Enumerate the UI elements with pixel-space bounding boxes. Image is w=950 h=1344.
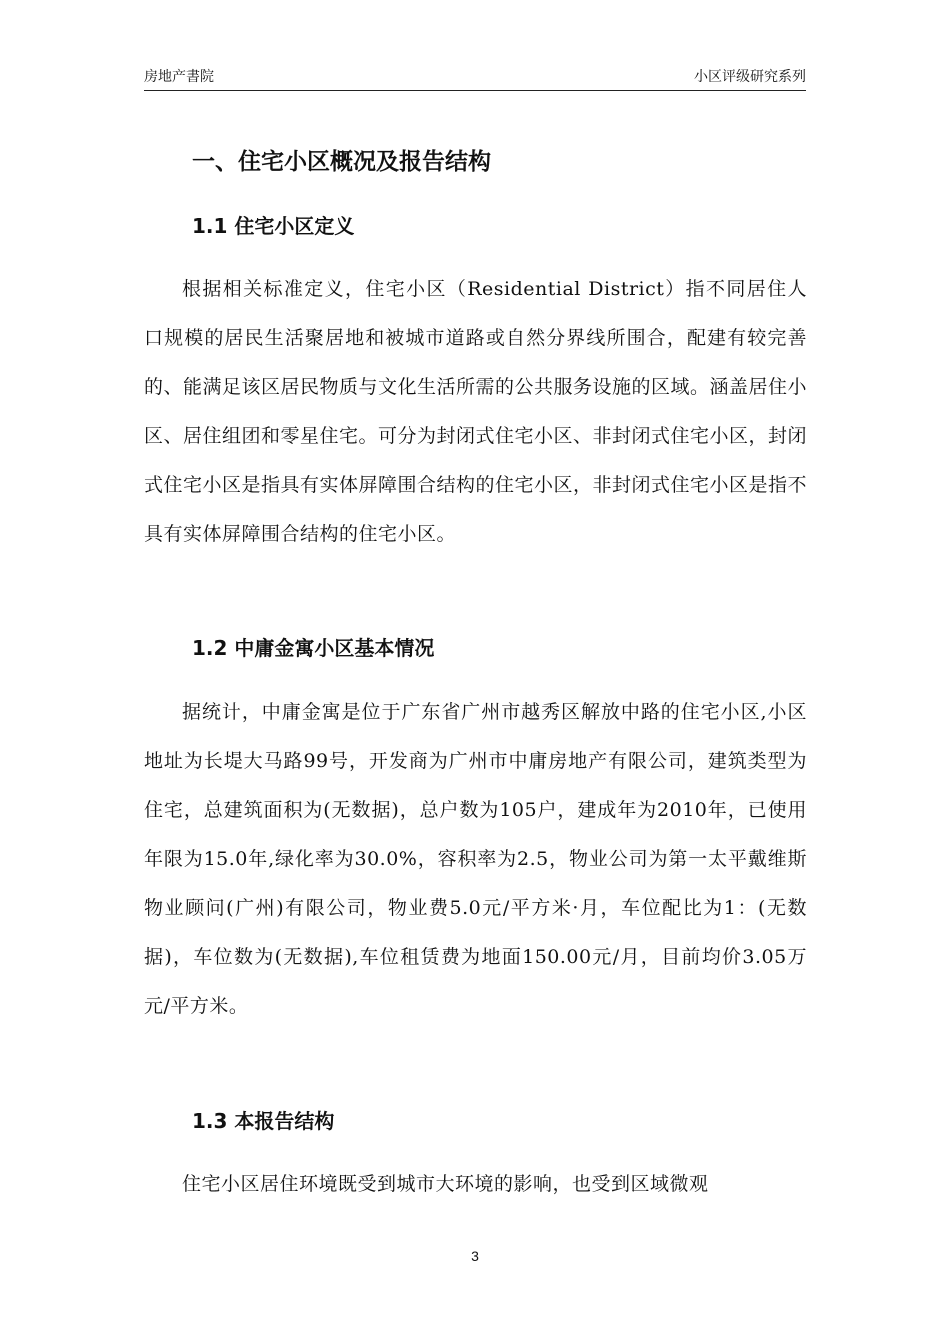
page-header: [144, 64, 806, 91]
section-paragraph-1-1: 根据相关标准定义，住宅小区（Residential District）指不同居住人口规模的居民生活聚居地和被城市道路或自然分界线所围合，配建有较完善的、能满足该区居民物质与文化生活所需的公共服务设施的区域。涵盖居住小区、居住组团和零星住宅。可分为封闭式住宅小区、非封闭式住宅小区，封闭式住宅小区是指具有实体屏障围合结构的住宅小区，非封闭式住宅小区是指不具有实体屏障围合结构的住宅小区。: [144, 278, 808, 545]
header-series: 小区评级研究系列: [694, 69, 806, 85]
header-publisher: 房地产書院: [144, 69, 214, 85]
chapter-title: 一、住宅小区概况及报告结构: [192, 149, 491, 175]
section-paragraph-1-3: 住宅小区居住环境既受到城市大环境的影响，也受到区域微观: [182, 1173, 709, 1195]
page-number: 3: [471, 1248, 479, 1264]
section-heading-1-3: 1.3 本报告结构: [192, 1109, 335, 1133]
section-heading-1-1: 1.1 住宅小区定义: [192, 214, 355, 238]
section-paragraph-1-2: 据统计，中庸金寓是位于广东省广州市越秀区解放中路的住宅小区,小区地址为长堤大马路99号，开发商为广州市中庸房地产有限公司，建筑类型为住宅，总建筑面积为(无数据)，总户数为105户，建成年为2010年，已使用年限为15.0年,绿化率为30.0%，容积率为2.5，物业公司为第一太平戴维斯物业顾问(广州)有限公司，物业费5.0元/平方米·月，车位配比为1：(无数据)，车位数为(无数据),车位租赁费为地面150.00元/月，目前均价3.05万元/平方米。: [144, 701, 807, 1017]
section-heading-1-2: 1.2 中庸金寓小区基本情况: [192, 636, 435, 660]
